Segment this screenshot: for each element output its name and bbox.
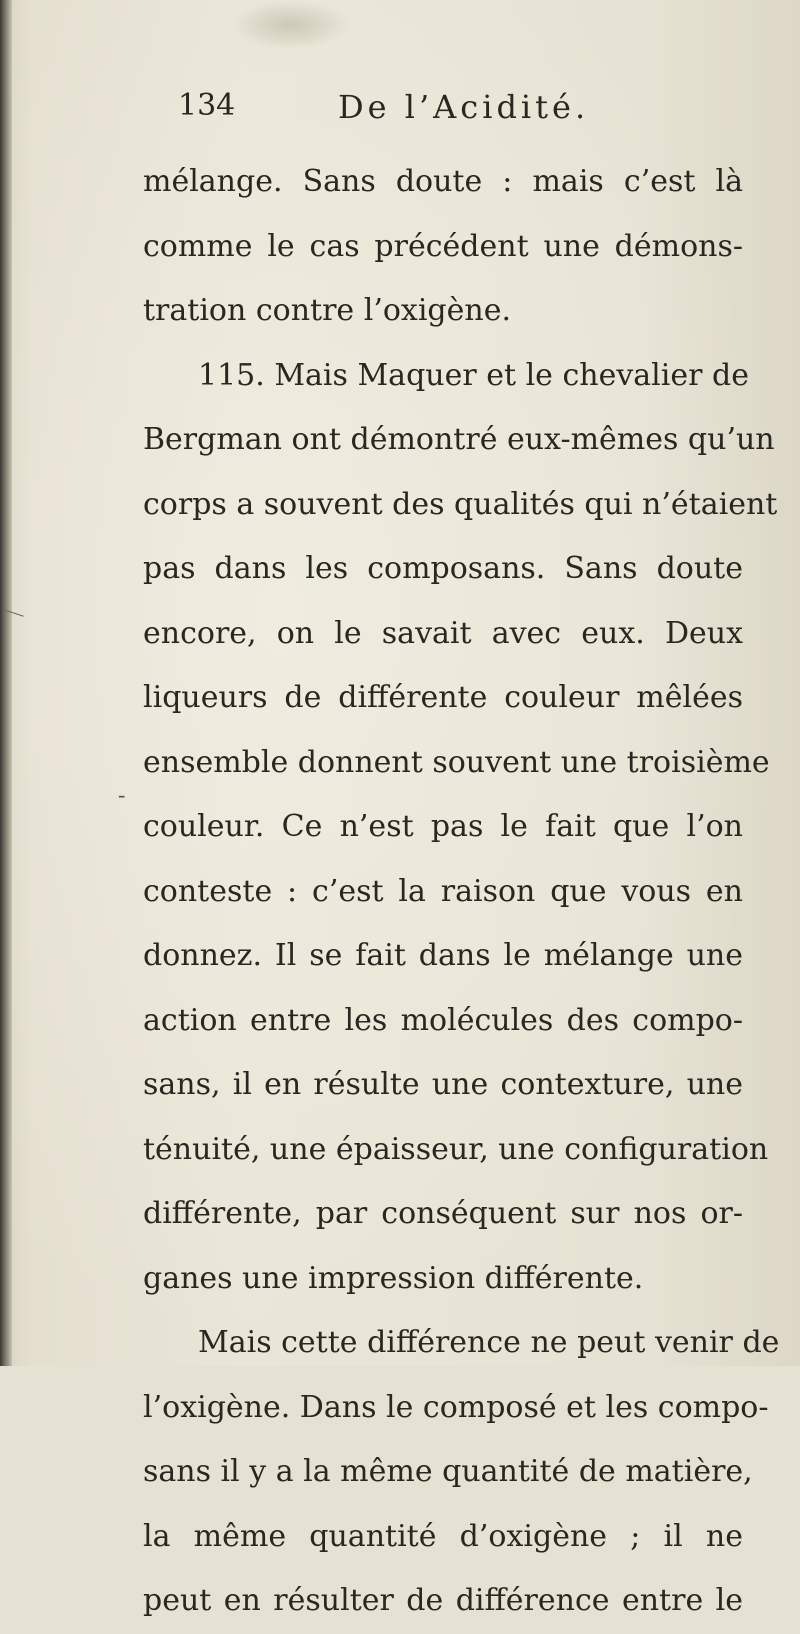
text-line: Bergman ont démontré eux-mêmes qu’un bbox=[143, 422, 775, 457]
text-line: ganes une impression différente. bbox=[143, 1260, 644, 1296]
text-line: comme le cas précédent une démons- bbox=[143, 228, 743, 264]
text-line: couleur. Ce n’est pas le fait que l’on bbox=[143, 809, 743, 844]
text-line: corps a souvent des qualités qui n’étaient bbox=[143, 486, 778, 522]
text-line: ténuité, une épaisseur, une configuration bbox=[143, 1131, 769, 1167]
text-line: sans, il en résulte une contexture, une bbox=[143, 1067, 743, 1102]
text-line: sans il y a la même quantité de matière, bbox=[143, 1454, 753, 1489]
text-line: mélange. Sans doute : mais c’est là bbox=[143, 164, 743, 199]
text-line: la même quantité d’oxigène ; il ne bbox=[143, 1518, 743, 1554]
text-line: différente, par conséquent sur nos or- bbox=[143, 1196, 743, 1231]
running-header bbox=[0, 88, 800, 138]
text-line: peut en résulter de différence entre le bbox=[143, 1583, 743, 1618]
text-line: encore, on le savait avec eux. Deux bbox=[143, 615, 743, 651]
text-line: donnez. Il se fait dans le mélange une bbox=[143, 938, 743, 973]
text-line: l’oxigène. Dans le composé et les compo- bbox=[143, 1389, 769, 1425]
running-title: De l’Acidité. bbox=[338, 88, 590, 126]
text-line: ensemble donnent souvent une troisième bbox=[143, 744, 770, 780]
text-line: tration contre l’oxigène. bbox=[143, 293, 511, 328]
text-line: conteste : c’est la raison que vous en bbox=[143, 873, 743, 909]
body-text bbox=[143, 150, 780, 1634]
page-number: 134 bbox=[178, 88, 236, 123]
page-binding-edge bbox=[0, 0, 12, 1366]
text-line: action entre les molécules des compo- bbox=[143, 1002, 743, 1038]
text-line: pas dans les composans. Sans doute bbox=[143, 551, 743, 586]
text-line: liqueurs de différente couleur mêlées bbox=[143, 680, 743, 715]
margin-dash: - bbox=[118, 782, 126, 807]
text-line: 115. Mais Maquer et le chevalier de bbox=[198, 357, 749, 393]
text-line: Mais cette différence ne peut venir de bbox=[198, 1325, 780, 1360]
paper-stain bbox=[230, 0, 350, 50]
